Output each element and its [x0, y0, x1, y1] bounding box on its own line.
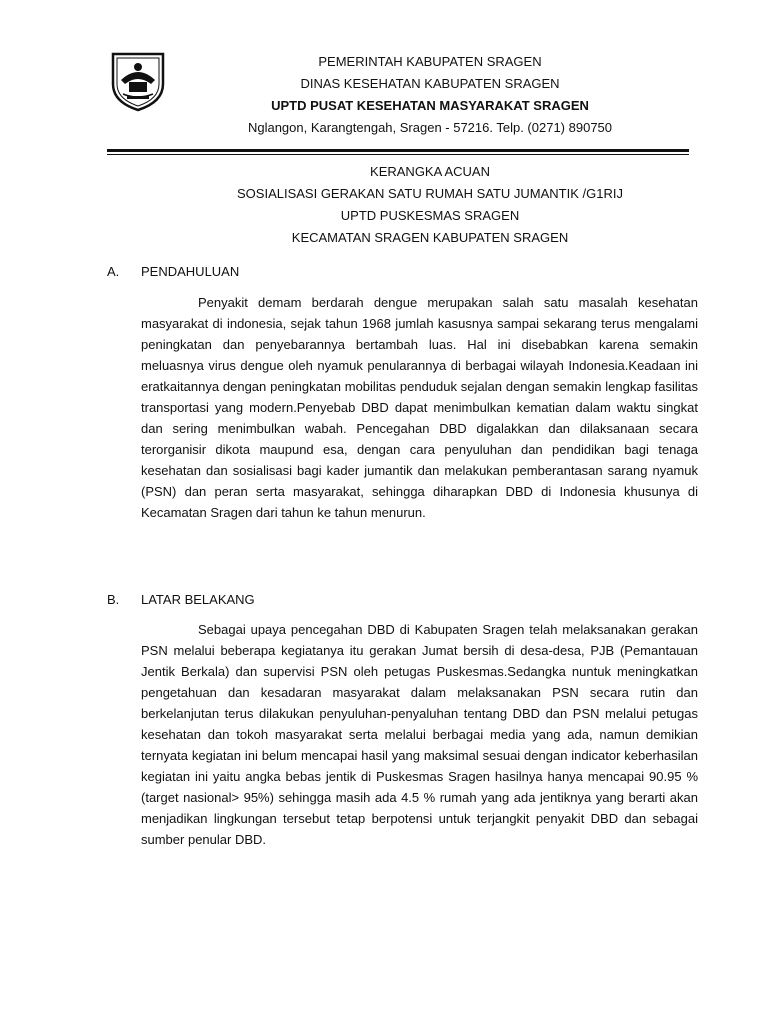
document-subtitle: SOSIALISASI GERAKAN SATU RUMAH SATU JUMANTIK /G1RIJ	[237, 186, 623, 201]
letterhead-institution: UPTD PUSAT KESEHATAN MASYARAKAT SRAGEN	[271, 98, 589, 113]
letterhead-address: Nglangon, Karangtengah, Sragen - 57216. Telp. (0271) 890750	[247, 120, 613, 135]
section-a-heading: PENDAHULUAN	[141, 264, 240, 279]
section-a-letter: A.	[107, 264, 120, 279]
section-b-letter: B.	[107, 592, 120, 607]
header-divider-thick	[107, 149, 689, 152]
section-a-body: Penyakit demam berdarah dengue merupakan salah satu masalah kesehatan masyarakat di indonesia, sejak tahun 1968 jumlah kasusnya sampai sekarang terus mengalami peningkatan dan penyebarannya bertambah luas. Hal ini disebabkan karena semakin meluasnya virus dengue oleh nyamuk penularannya di berbagai wilayah Indonesia.Keadaan ini eratkaitannya dengan peningkatan mobilitas penduduk sejalan dengan semakin lengkap fasilitas transportasi yang modern.Penyebab DBD dapat menimbulkan kematian dalam waktu singkat dan sering menimbulkan wabah. Pencegahan DBD digalakkan dan dilaksanaan secara terorganisir dikota maupund esa, dengan cara penyuluhan dan pendidikan bagi tenaga kesehatan dan sosialisasi bagi kader jumantik dan melakukan pemberantasan sarang nyamuk (PSN) dan peran serta masyarakat, sehingga diharapkan DBD di Indonesia khusunya di Kecamatan Sragen dari tahun ke tahun menurun.	[141, 295, 698, 520]
section-a-paragraph	[141, 292, 698, 523]
document-district: KECAMATAN SRAGEN KABUPATEN SRAGEN	[291, 230, 569, 245]
section-b-body: Sebagai upaya pencegahan DBD di Kabupaten Sragen telah melaksanakan gerakan PSN melalui beberapa kegiatanya itu gerakan Jumat bersih di desa-desa, PJB (Pemantauan Jentik Berkala) dan supervisi PSN oleh petugas Puskesmas.Sedangka nuntuk meningkatkan pengetahuan dan kesadaran masyarakat dalam melaksanakan PSN secara rutin dan berkelanjutan terus dilakukan penyuluhan-penyaluhan tentang DBD dan PSN melalui petugas kesehatan dan tokoh masyarakat serta melalui berbagai media yang ada, namun demikian ternyata kegiatan ini belum mencapai hasil yang maksimal sesuai dengan indicator keberhasilan kegiatan ini yaitu angka bebas jentik di Puskesmas Sragen hasilnya hanya mencapai 90.95 % (target nasional> 95%) sehingga masih ada 4.5 % rumah yang ada jentiknya yang berarti akan menjadikan lingkungan tersebut tetap berpotensi untuk terjangkit penyakit DBD dan sebagai sumber penular DBD.	[141, 622, 698, 847]
document-title: KERANGKA ACUAN	[370, 164, 490, 179]
letterhead-government: PEMERINTAH KABUPATEN SRAGEN	[318, 54, 542, 69]
section-b-heading: LATAR BELAKANG	[141, 592, 255, 607]
header-divider-thin	[107, 154, 689, 155]
document-unit: UPTD PUSKESMAS SRAGEN	[340, 208, 520, 223]
letterhead-department: DINAS KESEHATAN KABUPATEN SRAGEN	[300, 76, 560, 91]
section-b-paragraph	[141, 619, 698, 850]
